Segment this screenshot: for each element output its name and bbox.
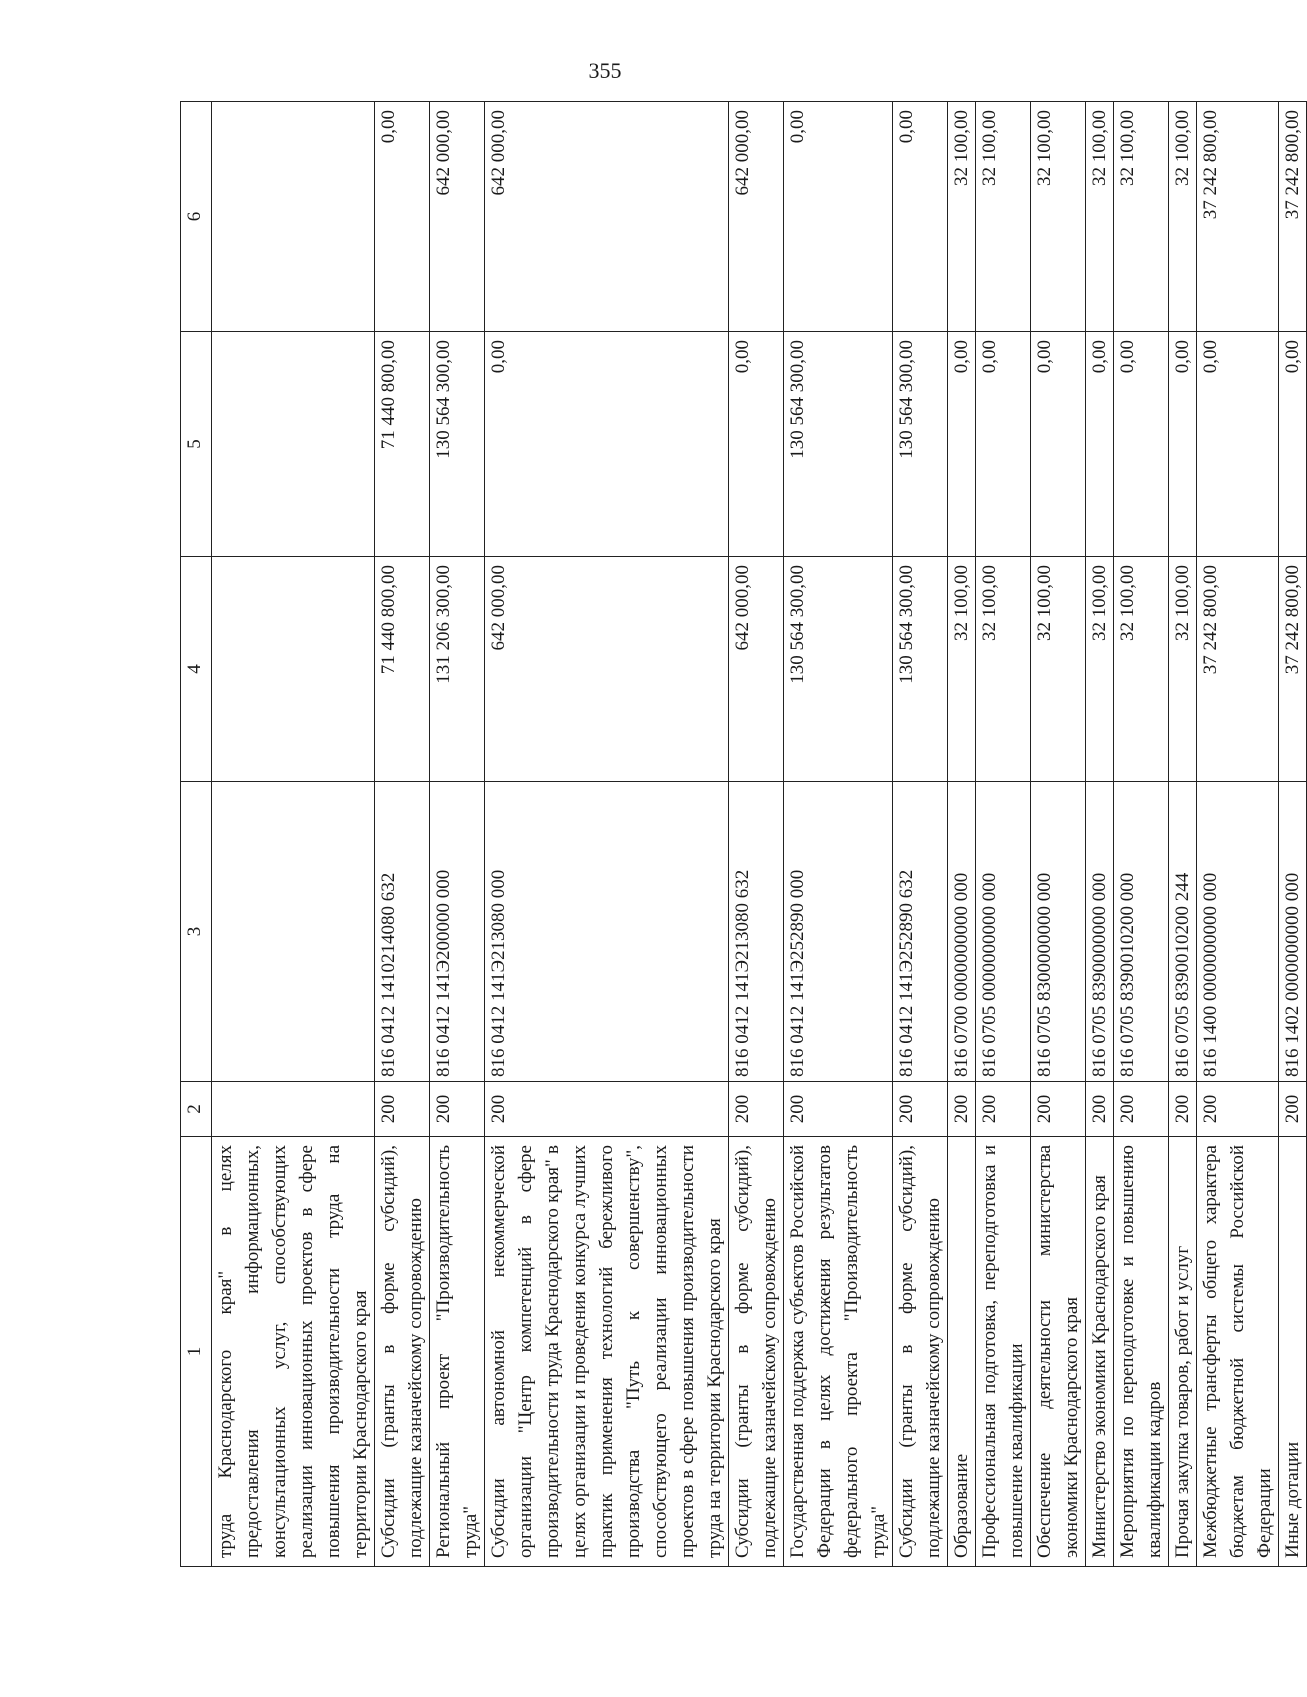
table-row (1086, 102, 1114, 1567)
row-col2: 200 (1086, 1082, 1114, 1137)
row-code: 816 0412 141Э200000 000 (430, 782, 485, 1082)
row-name: Государственная поддержка субъектов Российской Федерации в целях достижения результатов федерального проекта "Производительность труда" (784, 1137, 893, 1567)
row-code: 816 0705 8390000000 000 (1086, 782, 1114, 1082)
table-row (212, 102, 375, 1567)
row-value-5: 0,00 (1086, 332, 1114, 557)
header-row (181, 102, 212, 1567)
table-row (893, 102, 948, 1567)
table-row (1169, 102, 1197, 1567)
row-value-6: 37 242 800,00 (1279, 102, 1307, 332)
row-value-6: 32 100,00 (1086, 102, 1114, 332)
row-value-4: 131 206 300,00 (430, 557, 485, 782)
row-name: Прочая закупка товаров, работ и услуг (1169, 1137, 1197, 1567)
row-name: Субсидии (гранты в форме субсидий), подлежащие казначейскому сопровождению (729, 1137, 784, 1567)
row-value-6 (212, 102, 375, 332)
row-code: 816 1402 0000000000 000 (1279, 782, 1307, 1082)
row-col2: 200 (1031, 1082, 1086, 1137)
table-body (212, 102, 1307, 1567)
table-row (976, 102, 1031, 1567)
table-row (784, 102, 893, 1567)
row-value-4 (212, 557, 375, 782)
header-col-3: 3 (181, 782, 212, 1082)
row-col2: 200 (976, 1082, 1031, 1137)
row-value-5: 0,00 (948, 332, 976, 557)
row-col2: 200 (1197, 1082, 1279, 1137)
row-value-4: 71 440 800,00 (375, 557, 430, 782)
row-value-5: 0,00 (1114, 332, 1169, 557)
row-name: Субсидии (гранты в форме субсидий), подлежащие казначейскому сопровождению (893, 1137, 948, 1567)
table-row (1279, 102, 1307, 1567)
row-value-6: 0,00 (784, 102, 893, 332)
row-code: 816 0412 141Э252890 000 (784, 782, 893, 1082)
row-col2: 200 (1114, 1082, 1169, 1137)
header-col-6: 6 (181, 102, 212, 332)
row-code (212, 782, 375, 1082)
row-value-5: 0,00 (1169, 332, 1197, 557)
row-value-5: 0,00 (976, 332, 1031, 557)
row-value-4: 32 100,00 (1114, 557, 1169, 782)
row-value-6: 37 242 800,00 (1197, 102, 1279, 332)
row-name: Мероприятия по переподготовке и повышению квалификации кадров (1114, 1137, 1169, 1567)
header-col-2: 2 (181, 1082, 212, 1137)
row-code: 816 0412 141Э252890 632 (893, 782, 948, 1082)
row-value-6: 0,00 (893, 102, 948, 332)
row-value-5: 130 564 300,00 (784, 332, 893, 557)
row-value-4: 32 100,00 (1169, 557, 1197, 782)
row-value-6: 0,00 (375, 102, 430, 332)
row-name: Региональный проект "Производительность труда" (430, 1137, 485, 1567)
table-row (729, 102, 784, 1567)
row-value-5: 0,00 (729, 332, 784, 557)
row-col2: 200 (893, 1082, 948, 1137)
header-col-5: 5 (181, 332, 212, 557)
row-value-5: 0,00 (1197, 332, 1279, 557)
row-value-4: 32 100,00 (1086, 557, 1114, 782)
row-value-4: 32 100,00 (976, 557, 1031, 782)
row-name: Обеспечение деятельности министерства экономики Краснодарского края (1031, 1137, 1086, 1567)
row-name: Иные дотации (1279, 1137, 1307, 1567)
row-code: 816 0705 8390010200 244 (1169, 782, 1197, 1082)
row-code: 816 0705 8390010200 000 (1114, 782, 1169, 1082)
row-name: Министерство экономики Краснодарского края (1086, 1137, 1114, 1567)
header-col-1: 1 (181, 1137, 212, 1567)
table-row (430, 102, 485, 1567)
row-value-4: 642 000,00 (729, 557, 784, 782)
row-value-5: 71 440 800,00 (375, 332, 430, 557)
row-value-4: 32 100,00 (948, 557, 976, 782)
row-col2: 200 (1279, 1082, 1307, 1137)
row-value-4: 32 100,00 (1031, 557, 1086, 782)
row-code: 816 0412 1410214080 632 (375, 782, 430, 1082)
budget-table (180, 101, 1307, 1567)
row-col2: 200 (430, 1082, 485, 1137)
row-value-6: 32 100,00 (948, 102, 976, 332)
row-value-5 (212, 332, 375, 557)
table-row (1197, 102, 1279, 1567)
row-name: Субсидии (гранты в форме субсидий), подлежащие казначейскому сопровождению (375, 1137, 430, 1567)
row-value-6: 642 000,00 (729, 102, 784, 332)
row-value-6: 32 100,00 (976, 102, 1031, 332)
rotated-table-container (180, 102, 1303, 1567)
row-name: труда Краснодарского края" в целях предоставления информационных, консультационных услуг, способствующих реализации инновационных проектов в сфере повышения производительности труда на территории Краснодарского края (212, 1137, 375, 1567)
table-row (1114, 102, 1169, 1567)
row-value-5: 0,00 (1031, 332, 1086, 557)
row-value-5: 130 564 300,00 (893, 332, 948, 557)
row-col2 (212, 1082, 375, 1137)
row-code: 816 0705 8300000000 000 (1031, 782, 1086, 1082)
row-col2: 200 (784, 1082, 893, 1137)
row-code: 816 0412 141Э213080 632 (729, 782, 784, 1082)
row-code: 816 1400 0000000000 000 (1197, 782, 1279, 1082)
row-col2: 200 (729, 1082, 784, 1137)
table-row (375, 102, 430, 1567)
row-value-6: 32 100,00 (1169, 102, 1197, 332)
row-col2: 200 (948, 1082, 976, 1137)
table-row (1031, 102, 1086, 1567)
header-col-4: 4 (181, 557, 212, 782)
row-value-6: 32 100,00 (1114, 102, 1169, 332)
row-name: Межбюджетные трансферты общего характера бюджетам бюджетной системы Российской Федерации (1197, 1137, 1279, 1567)
row-name: Профессиональная подготовка, переподготовка и повышение квалификации (976, 1137, 1031, 1567)
row-value-4: 642 000,00 (485, 557, 729, 782)
row-value-5: 130 564 300,00 (430, 332, 485, 557)
rotated-table-area (180, 102, 1303, 1567)
row-name: Субсидии автономной некоммерческой организации "Центр компетенций в сфере производительности труда Краснодарского края" в целях организации и проведения конкурса лучших практик применения технологий бережливого производства "Путь к совершенству", способствующего реализации инновационных проектов в сфере повышения производительности труда на территории Краснодарского края (485, 1137, 729, 1567)
row-code: 816 0412 141Э213080 000 (485, 782, 729, 1082)
row-value-5: 0,00 (485, 332, 729, 557)
row-value-5: 0,00 (1279, 332, 1307, 557)
row-value-6: 32 100,00 (1031, 102, 1086, 332)
row-value-4: 37 242 800,00 (1197, 557, 1279, 782)
page-number: 355 (588, 58, 622, 83)
row-code: 816 0700 0000000000 000 (948, 782, 976, 1082)
row-code: 816 0705 0000000000 000 (976, 782, 1031, 1082)
row-col2: 200 (375, 1082, 430, 1137)
row-value-4: 130 564 300,00 (784, 557, 893, 782)
row-col2: 200 (1169, 1082, 1197, 1137)
row-value-6: 642 000,00 (430, 102, 485, 332)
row-name: Образование (948, 1137, 976, 1567)
table-row (948, 102, 976, 1567)
row-col2: 200 (485, 1082, 729, 1137)
table-row (485, 102, 729, 1567)
row-value-4: 37 242 800,00 (1279, 557, 1307, 782)
row-value-6: 642 000,00 (485, 102, 729, 332)
row-value-4: 130 564 300,00 (893, 557, 948, 782)
